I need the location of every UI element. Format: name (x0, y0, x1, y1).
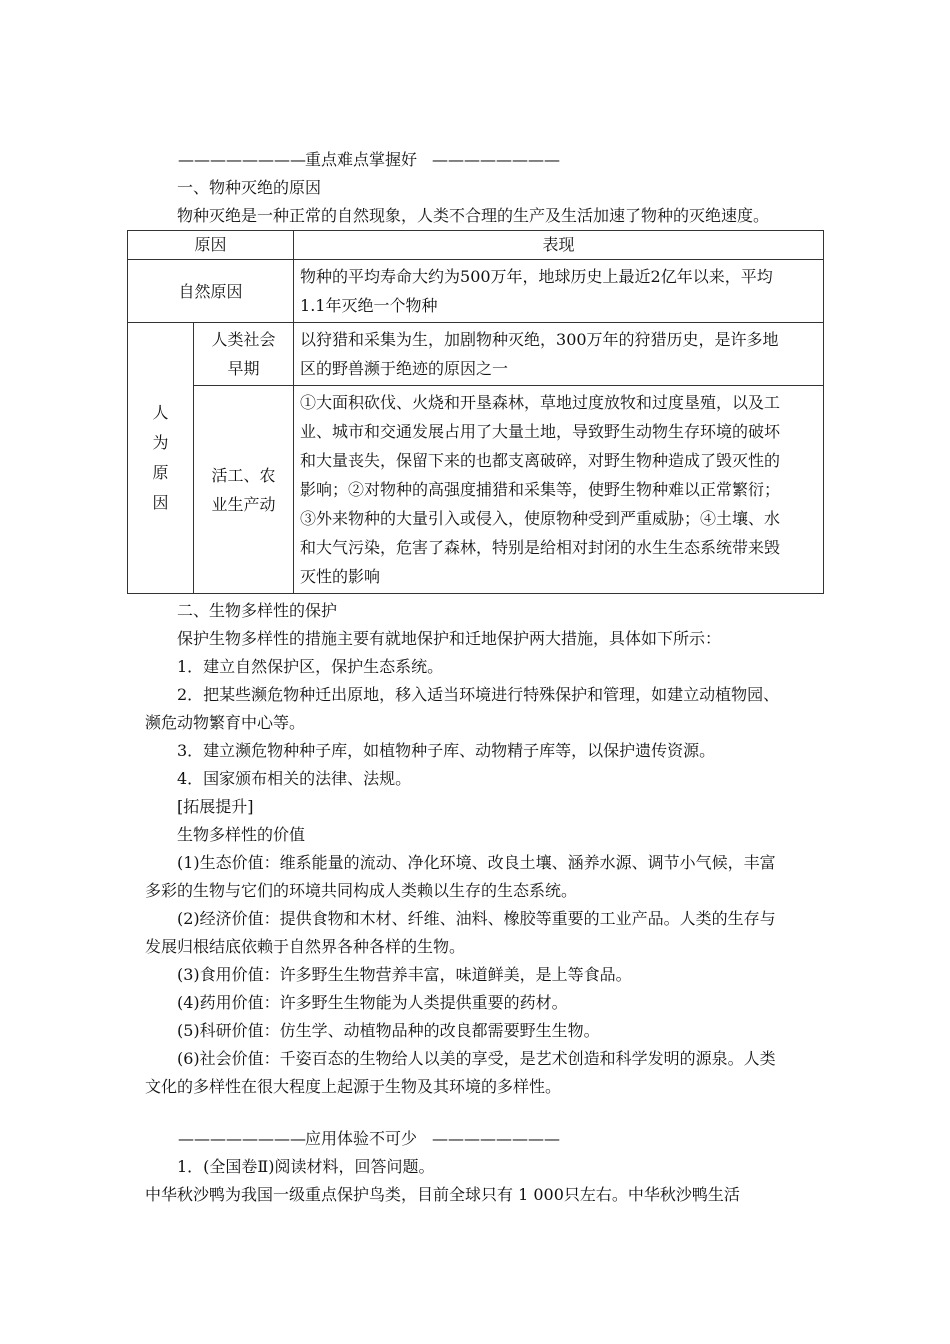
table-row-natural (128, 260, 824, 323)
value-item-continuation: 发展归根结底依赖于自然界各种各样的生物。 (145, 937, 466, 956)
banner-dash-left: ———————— (178, 1129, 306, 1148)
extension-title: 生物多样性的价值 (177, 825, 306, 844)
table-row-human-early (128, 323, 824, 386)
table-row-human-modern (128, 386, 824, 594)
list-item-continuation: 濒危动物繁育中心等。 (145, 713, 306, 732)
human-label-char: 原 (152, 463, 169, 482)
cell-natural-label: 自然原因 (128, 260, 294, 323)
question-stem: 1．(全国卷Ⅱ)阅读材料，回答问题。 (177, 1157, 435, 1176)
banner-title: 应用体验不可少 (305, 1129, 418, 1148)
value-item: (4)药用价值：许多野生生物能为人类提供重要的药材。 (177, 993, 568, 1012)
modern-text-line: 灭性的影响 (300, 567, 381, 586)
modern-text-line: ③外来物种的大量引入或侵入，使原物种受到严重威胁；④土壤、水 (300, 509, 781, 528)
section-heading-extinction: 一、物种灭绝的原因 (177, 178, 322, 197)
value-item: (1)生态价值：维系能量的流动、净化环境、改良土壤、涵养水源、调节小气候，丰富 (177, 853, 776, 872)
modern-text-line: 和大量丧失，保留下来的也都支离破碎，对野生物种造成了毁灭性的 (300, 451, 781, 470)
paragraph-protection-intro: 保护生物多样性的措施主要有就地保护和迁地保护两大措施，具体如下所示： (177, 629, 722, 648)
modern-label-line: 活工、农 (211, 465, 276, 485)
list-item: 3．建立濒危物种种子库，如植物种子库、动物精子库等，以保护遗传资源。 (177, 741, 716, 760)
cell-natural-text (294, 260, 824, 323)
natural-text-line: 物种的平均寿命大约为500万年，地球历史上最近2亿年以来，平均 (300, 267, 773, 286)
table-header-manifestation: 表现 (294, 231, 824, 260)
modern-text-line: 业、城市和交通发展占用了大量土地，导致野生动物生存环境的破坏 (300, 422, 781, 441)
cell-human-label (128, 323, 194, 594)
value-item-continuation: 文化的多样性在很大程度上起源于生物及其环境的多样性。 (145, 1077, 562, 1096)
banner-dash-right: ———————— (432, 150, 560, 169)
extinction-causes-table (127, 230, 824, 594)
banner-dash-right: ———————— (432, 1129, 560, 1148)
cell-early-label (194, 323, 294, 386)
cell-early-text (294, 323, 824, 386)
section-heading-protection: 二、生物多样性的保护 (177, 601, 338, 620)
banner-dash-left: ———————— (178, 150, 306, 169)
value-item-continuation: 多彩的生物与它们的环境共同构成人类赖以生存的生态系统。 (145, 881, 578, 900)
early-label-line: 早期 (227, 359, 260, 378)
table-header-cause: 原因 (128, 231, 294, 260)
human-label-char: 因 (152, 493, 169, 512)
value-item: (2)经济价值：提供食物和木材、纤维、油料、橡胶等重要的工业产品。人类的生存与 (177, 909, 776, 928)
cell-modern-label (194, 386, 294, 594)
question-material: 中华秋沙鸭为我国一级重点保护鸟类，目前全球只有 1 000只左右。中华秋沙鸭生活 (145, 1185, 740, 1204)
banner-title: 重点难点掌握好 (305, 150, 418, 169)
list-item: 1．建立自然保护区，保护生态系统。 (177, 657, 444, 676)
natural-text-line: 1.1年灭绝一个物种 (300, 296, 438, 315)
value-item: (3)食用价值：许多野生生物营养丰富，味道鲜美，是上等食品。 (177, 965, 632, 984)
table-header-row (128, 231, 824, 260)
list-item: 2．把某些濒危物种迁出原地，移入适当环境进行特殊保护和管理，如建立动植物园、 (177, 685, 780, 704)
list-item: 4．国家颁布相关的法律、法规。 (177, 769, 412, 788)
early-label-line: 人类社会 (211, 330, 276, 349)
modern-text-line: 和大气污染，危害了森林，特别是给相对封闭的水生生态系统带来毁 (300, 538, 781, 557)
paragraph-extinction-intro: 物种灭绝是一种正常的自然现象，人类不合理的生产及生活加速了物种的灭绝速度。 (177, 206, 770, 225)
human-label-char: 为 (152, 433, 169, 452)
modern-text-line: 影响；②对物种的高强度捕猎和采集等，使野生物种难以正常繁衍； (300, 480, 781, 499)
early-text-line: 以狩猎和采集为生，加剧物种灭绝，300万年的狩猎历史，是许多地 (300, 330, 779, 349)
extension-tag: [拓展提升] (177, 797, 254, 816)
cell-modern-text (294, 386, 824, 594)
value-item: (6)社会价值：千姿百态的生物给人以美的享受，是艺术创造和科学发明的源泉。人类 (177, 1049, 776, 1068)
value-item: (5)科研价值：仿生学、动植物品种的改良都需要野生生物。 (177, 1021, 600, 1040)
early-text-line: 区的野兽濒于绝迹的原因之一 (300, 359, 509, 378)
human-label-char: 人 (152, 403, 169, 422)
modern-text-line: ①大面积砍伐、火烧和开垦森林，草地过度放牧和过度垦殖，以及工 (300, 393, 781, 412)
modern-label-line: 业生产动 (211, 494, 276, 514)
